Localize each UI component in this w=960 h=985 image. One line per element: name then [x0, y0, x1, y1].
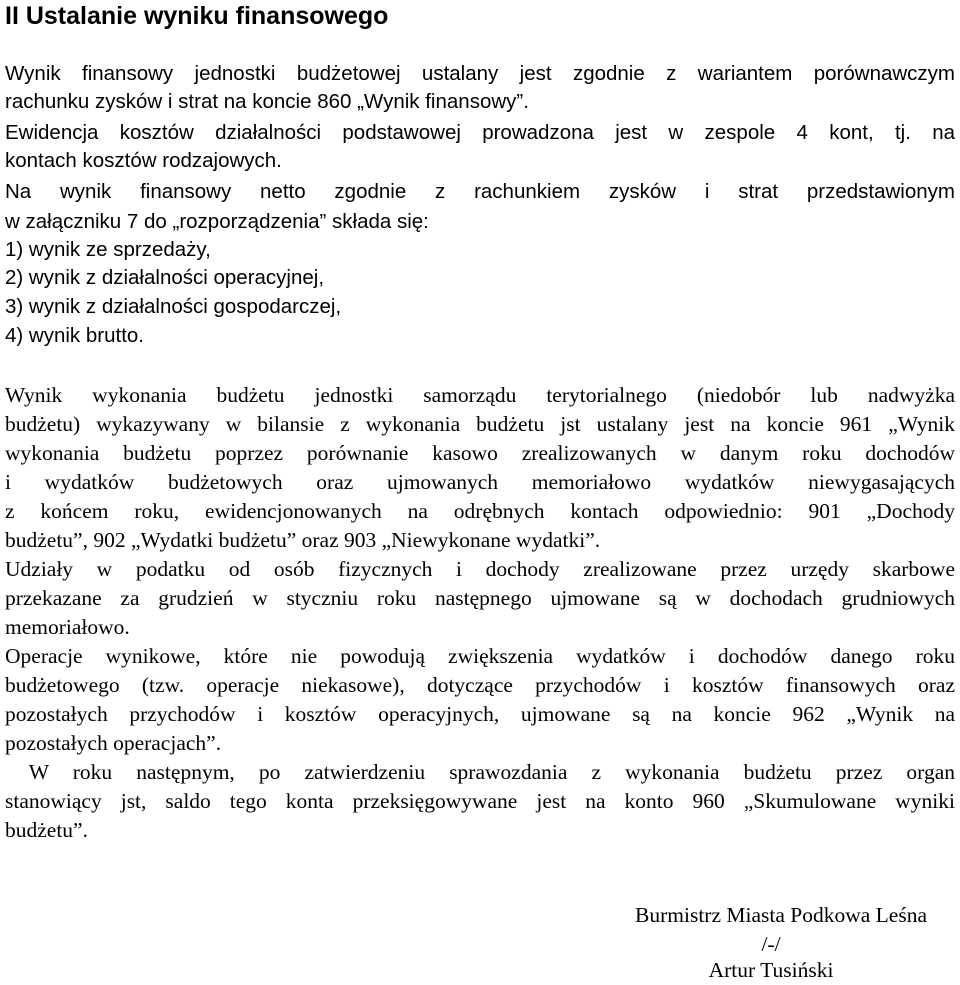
paragraph-line: Udziały w podatku od osób fizycznych i dochody zrealizowane przez urzędy skarbowe — [5, 557, 955, 581]
paragraph-line: Wynik wykonania budżetu jednostki samorządu terytorialnego (niedobór lub nadwyżka — [5, 383, 955, 407]
paragraph-line: kontach kosztów rodzajowych. — [5, 149, 282, 172]
signature-mark: /-/ — [761, 932, 781, 956]
paragraph-line: wykonania budżetu poprzez porównanie kasowo zrealizowanych w danym roku dochodów — [5, 441, 955, 465]
paragraph-line: budżetu”. — [5, 818, 88, 842]
paragraph-line: W roku następnym, po zatwierdzeniu sprawozdania z wykonania budżetu przez organ — [5, 760, 955, 784]
paragraph-line: rachunku zysków i strat na koncie 860 „Wynik finansowy”. — [5, 90, 529, 113]
paragraph-line: budżetowego (tzw. operacje niekasowe), dotyczące przychodów i kosztów finansowych oraz — [5, 673, 955, 697]
signature-name: Artur Tusiński — [708, 958, 834, 982]
section-heading: II Ustalanie wyniku finansowego — [5, 2, 389, 30]
paragraph-line: z końcem roku, ewidencjonowanych na odrębnych kontach odpowiednio: 901 „Dochody — [5, 499, 955, 523]
paragraph-line: pozostałych przychodów i kosztów operacyjnych, ujmowane są na koncie 962 „Wynik na — [5, 702, 955, 726]
paragraph-line: memoriałowo. — [5, 615, 130, 639]
list-item: 3) wynik z działalności gospodarczej, — [5, 295, 342, 318]
paragraph-line: stanowiący jst, saldo tego konta przeksięgowywane jest na konto 960 „Skumulowane wyniki — [5, 789, 955, 813]
signature-title: Burmistrz Miasta Podkowa Leśna — [635, 903, 927, 927]
list-item: 1) wynik ze sprzedaży, — [5, 238, 211, 261]
paragraph-line: budżetu”, 902 „Wydatki budżetu” oraz 903 „Niewykonane wydatki”. — [5, 528, 601, 552]
paragraph-line: Ewidencja kosztów działalności podstawowej prowadzona jest w zespole 4 kont, tj. na — [5, 121, 955, 144]
list-item: 2) wynik z działalności operacyjnej, — [5, 266, 325, 289]
paragraph-line: budżetu) wykazywany w bilansie z wykonania budżetu jst ustalany jest na koncie 961 „Wynik — [5, 412, 955, 436]
paragraph-line: Operacje wynikowe, które nie powodują zwiększenia wydatków i dochodów danego roku — [5, 644, 955, 668]
paragraph-line: i wydatków budżetowych oraz ujmowanych memoriałowo wydatków niewygasających — [5, 470, 955, 494]
list-item: 4) wynik brutto. — [5, 324, 144, 347]
paragraph-line: w załączniku 7 do „rozporządzenia” składa się: — [5, 210, 429, 233]
paragraph-line: Wynik finansowy jednostki budżetowej ustalany jest zgodnie z wariantem porównawczym — [5, 62, 955, 85]
paragraph-line: Na wynik finansowy netto zgodnie z rachunkiem zysków i strat przedstawionym — [5, 180, 955, 203]
paragraph-line: przekazane za grudzień w styczniu roku następnego ujmowane są w dochodach grudniowych — [5, 586, 955, 610]
paragraph-line: pozostałych operacjach”. — [5, 731, 222, 755]
